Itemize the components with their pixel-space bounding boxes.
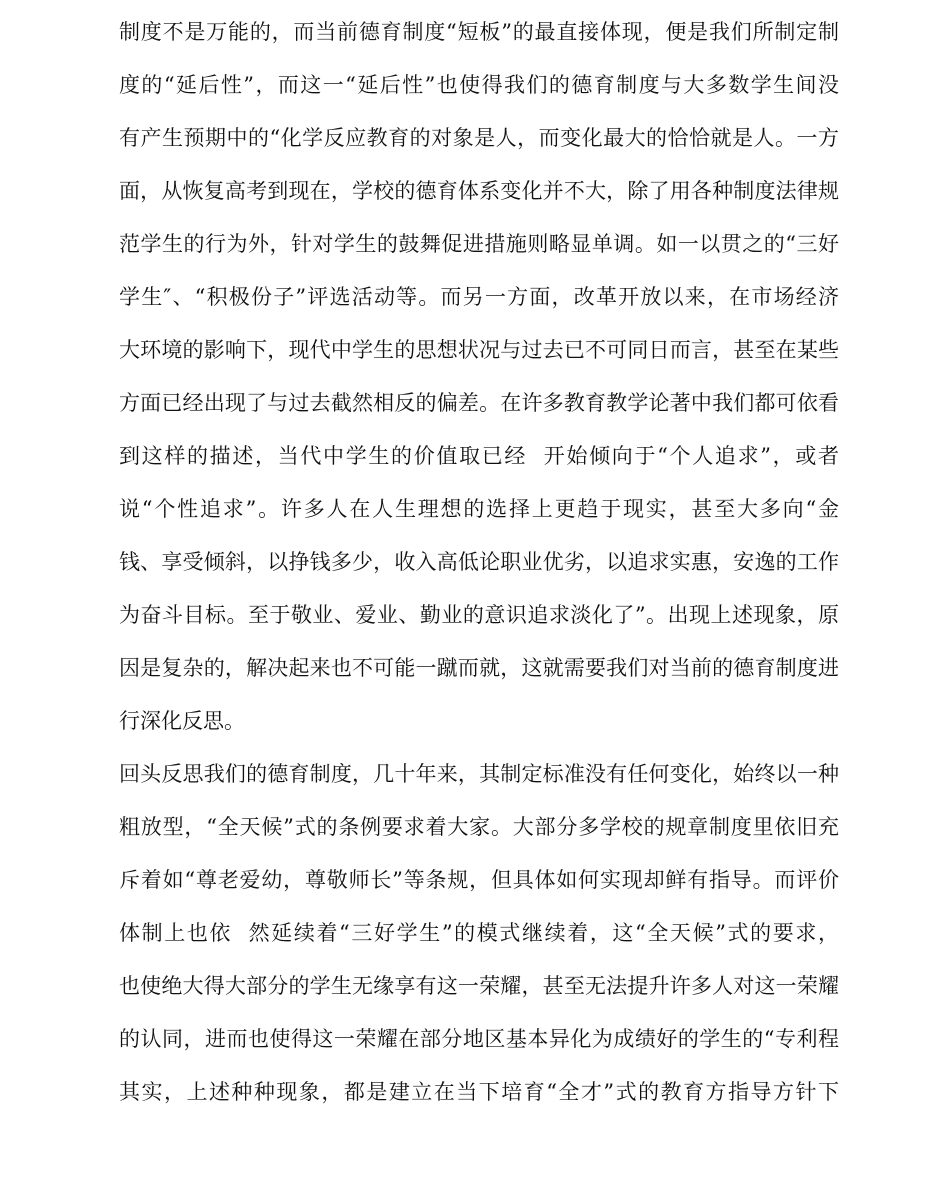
text-line: 斥着如“尊老爱幼，尊敬师长”等条规，但具体如何实现却鲜有指导。而评价 bbox=[119, 868, 839, 892]
text-line: 为奋斗目标。至于敬业、爱业、勤业的意识追求淡化了”。出现上述现象，原 bbox=[119, 603, 839, 627]
text-line: 其实，上述种种现象，都是建立在当下培育“全才”式的教育方指导方针下 bbox=[119, 1080, 839, 1104]
text-line: 度的“延后性”，而这一“延后性”也使得我们的德育制度与大多数学生间没 bbox=[119, 73, 839, 97]
text-line: 大环境的影响下，现代中学生的思想状况与过去已不可同日而言，甚至在某些 bbox=[119, 338, 839, 362]
text-line: 体制上也依 然延续着“三好学生”的模式继续着，这“全天候”式的要求， bbox=[119, 921, 839, 945]
text-line: 回头反思我们的德育制度，几十年来，其制定标准没有任何变化，始终以一种 bbox=[119, 762, 839, 786]
text-line: 因是复杂的，解决起来也不可能一蹴而就，这就需要我们对当前的德育制度进 bbox=[119, 656, 839, 680]
text-line: 钱、享受倾斜，以挣钱多少，收入高低论职业优劣，以追求实惠，安逸的工作 bbox=[119, 550, 839, 574]
text-line: 粗放型，“全天候”式的条例要求着大家。大部分多学校的规章制度里依旧充 bbox=[119, 815, 839, 839]
text-line: 学生″、“积极份子”评选活动等。而另一方面，改革开放以来，在市场经济 bbox=[119, 285, 839, 309]
text-line: 的认同，进而也使得这一荣耀在部分地区基本异化为成绩好的学生的“专利程 bbox=[119, 1027, 839, 1051]
text-line: 面，从恢复高考到现在，学校的德育体系变化并不大，除了用各种制度法律规 bbox=[119, 179, 839, 203]
text-line: 制度不是万能的，而当前德育制度“短板”的最直接体现，便是我们所制定制 bbox=[119, 20, 839, 44]
text-line: 范学生的行为外，针对学生的鼓舞促进措施则略显单调。如一以贯之的“三好 bbox=[119, 232, 839, 256]
text-line: 也使绝大得大部分的学生无缘享有这一荣耀，甚至无法提升许多人对这一荣耀 bbox=[119, 974, 839, 998]
paragraph-end-line: 行深化反思。 bbox=[119, 709, 245, 733]
text-line: 方面已经出现了与过去截然相反的偏差。在许多教育教学论著中我们都可依看 bbox=[119, 391, 839, 415]
text-line: 到这样的描述，当代中学生的价值取已经 开始倾向于“个人追求”，或者 bbox=[119, 444, 839, 468]
text-line: 说“个性追求”。许多人在人生理想的选择上更趋于现实，甚至大多向“金 bbox=[119, 497, 839, 521]
text-line: 有产生预期中的“化学反应教育的对象是人，而变化最大的恰恰就是人。一方 bbox=[119, 126, 839, 150]
